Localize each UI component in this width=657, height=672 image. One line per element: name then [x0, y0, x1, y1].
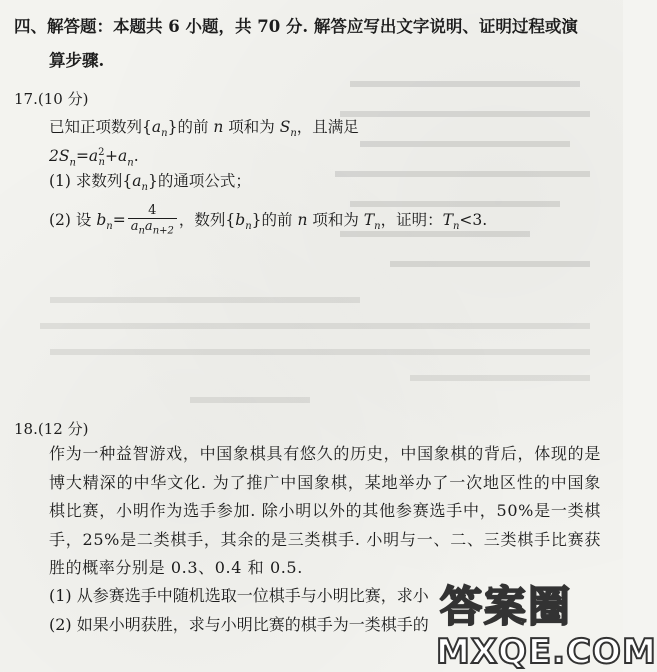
- q18-paragraph: 作为一种益智游戏，中国象棋具有悠久的历史，中国象棋的背后，体现的是博大精深的中华文化. 为了推广中国象棋，某地举办了一次地区性的中国象棋比赛，小明作为选手参加. 除小明以外的其他参赛选手中，50%是一类棋手，25%是二类棋手，其余的是三类棋手. 小明与一、二、三类棋手比赛获胜的概率分别是 0.3、0.4 和 0.5.: [49, 444, 601, 577]
- q18-part-2: (2) 如果小明获胜，求与小明比赛的棋手为一类棋手的: [49, 615, 429, 634]
- question-18-header: [14, 418, 88, 440]
- section-heading-continued: 算步骤.: [49, 51, 105, 70]
- q17-part-2: (2) 设 $b_n=$ $\frac{4}{a_na_{n+2}}$ ，数列$\{b_n\}$的前 n 项和为 $T_n$，证明：$T_n<3$.: [49, 203, 488, 237]
- question-number: 17.: [14, 90, 38, 108]
- watermark-logo: [418, 574, 657, 672]
- watermark-logo-top: 答案圈: [440, 582, 573, 631]
- section-heading: 四、解答题：本题共 6 小题，共 70 分. 解答应写出文字说明、证明过程或演: [14, 17, 578, 36]
- question-points: (10 分): [37, 90, 89, 108]
- fraction: $\frac{4}{a_na_{n+2}}$: [128, 203, 177, 239]
- bleed-through-texture-2: [30, 290, 610, 410]
- watermark-logo-url: MXQE.COM: [436, 632, 657, 672]
- q18-part-1: (1) 从参赛选手中随机选取一位棋手与小明比赛，求小: [49, 586, 429, 605]
- q17-part-1: (1) 求数列$\{a_n\}$的通项公式；: [49, 172, 251, 194]
- bleed-through-texture: [330, 74, 590, 294]
- q17-statement: 已知正项数列$\{a_n\}$的前 n 项和为 $S_n$，且满足: [49, 118, 359, 140]
- question-points: (12 分): [37, 420, 89, 438]
- q17-equation: $2S_n=a^2_n+a_n$.: [49, 147, 139, 169]
- question-number: 18.: [14, 420, 38, 438]
- question-17-header: [14, 88, 88, 110]
